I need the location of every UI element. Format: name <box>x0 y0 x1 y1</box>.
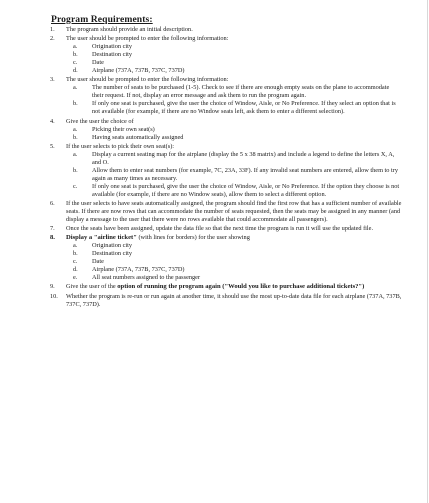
requirement-item <box>50 143 402 199</box>
sub-item-letter: c. <box>73 182 78 190</box>
requirement-item <box>50 26 402 34</box>
sub-item-text: Picking their own seat(s) <box>92 125 155 133</box>
sub-item-letter: d. <box>73 266 78 274</box>
sub-item <box>73 84 402 100</box>
requirement-item <box>50 283 402 291</box>
page-border <box>427 0 428 503</box>
sub-item-text: Date <box>92 59 104 67</box>
requirement-item <box>50 225 402 233</box>
requirement-item <box>50 293 402 309</box>
sub-item <box>73 183 402 199</box>
sub-item-letter: a. <box>73 125 78 133</box>
sub-item-text: All seat numbers assigned to the passenger <box>92 274 201 282</box>
sub-item-text: Date <box>92 258 104 266</box>
sub-item-text: Destination city <box>92 250 133 258</box>
requirement-item <box>50 76 402 116</box>
item-text: Give the user the choice of <box>66 117 134 125</box>
item-number: 10. <box>50 292 58 300</box>
sub-item-letter: a. <box>73 242 78 250</box>
item-number: 9. <box>50 283 55 291</box>
sub-item <box>73 67 402 75</box>
sub-item-letter: d. <box>73 67 78 75</box>
sub-item-letter: a. <box>73 150 78 158</box>
sub-item-text: Airplane (737A, 737B, 737C, 737D) <box>92 67 185 75</box>
sub-item-text: Destination city <box>92 51 133 59</box>
item-text: The program should provide an initial description. <box>66 26 193 33</box>
sub-item-text: Having seats automatically assigned <box>92 133 184 141</box>
sub-item <box>73 266 402 274</box>
requirement-item <box>50 35 402 75</box>
item-bold-text: option of running the program again ("Would you like to purchase additional tickets?") <box>117 283 365 291</box>
document-title: Program Requirements: <box>51 14 153 25</box>
requirements-list <box>50 26 402 310</box>
sub-item-letter: b. <box>73 51 78 59</box>
sub-item-letter: b. <box>73 133 78 141</box>
item-text: The user should be prompted to enter the following information: <box>66 76 229 84</box>
sub-item <box>73 167 402 183</box>
sub-item <box>73 151 402 167</box>
item-text: (with lines for borders) for the user showing <box>136 234 250 242</box>
sub-item <box>73 126 402 134</box>
item-number: 8. <box>50 234 55 242</box>
sub-item <box>73 43 402 51</box>
item-number: 3. <box>50 76 55 84</box>
sub-item-letter: b. <box>73 250 78 258</box>
item-bold-text: Display a "airline ticket" <box>66 234 137 242</box>
item-number: 1. <box>50 26 55 33</box>
requirement-item <box>50 200 402 224</box>
sub-item-letter: b. <box>73 166 78 174</box>
item-text: If the user selects to have seats automatically assigned, the program should find the first row that has a sufficient number of available seats. If there are now rows that can accommodate the number of seats requested, then the seats may be assigned in any manner (and display a message to the user that there were no rows available that could accommodate all passengers). <box>66 199 402 224</box>
item-number: 4. <box>50 117 55 125</box>
sub-item <box>73 258 402 266</box>
sub-item-text: Origination city <box>92 43 133 51</box>
item-number: 7. <box>50 225 55 233</box>
sub-item-text: Airplane (737A, 737B, 737C, 737D) <box>92 266 185 274</box>
requirement-item <box>50 118 402 142</box>
sub-item-text: The number of seats to be purchased (1-5). Check to see if there are enough empty seats on the plane to accommodate their request. If not, display an error message and ask them to run the program again. <box>92 84 390 100</box>
sub-item-letter: c. <box>73 59 78 67</box>
sub-item <box>73 59 402 67</box>
sub-item <box>73 274 402 282</box>
item-number: 2. <box>50 35 55 43</box>
requirement-item <box>50 234 402 282</box>
sub-item-letter: c. <box>73 258 78 266</box>
sub-item-letter: a. <box>73 43 78 51</box>
sub-item <box>73 100 402 116</box>
item-text: Whether the program is re-run or run again at another time, it should use the most up-to-date data file for each airplane (737A, 737B, 737C, 737D). <box>66 292 402 308</box>
sub-item-text: If only one seat is purchased, give the user the choice of Window, Aisle, or No Preference. If the option they choose is not available (for example, if there are no Window seats), allow them to select a different option. <box>92 182 400 198</box>
item-text: If the user selects to pick their own seat(s): <box>66 142 175 150</box>
item-text: Once the seats have been assigned, update the data file so that the next time the program is run it will use the updated file. <box>66 225 374 233</box>
sub-item-letter: a. <box>73 84 78 92</box>
sub-item-letter: b. <box>73 100 78 108</box>
item-text: Give the user of the <box>66 283 118 291</box>
item-number: 6. <box>50 199 55 207</box>
sub-item <box>73 250 402 258</box>
sub-item <box>73 51 402 59</box>
item-text: The user should be prompted to enter the following information: <box>66 35 229 43</box>
item-number: 5. <box>50 142 55 150</box>
sub-item-text: Allow them to enter seat numbers (for example, 7C, 23A, 33F). If any invalid seat numbers are entered, allow them to try again as many times as necessary. <box>92 166 399 182</box>
sub-item-text: Origination city <box>92 242 133 250</box>
sub-item <box>73 242 402 250</box>
sub-item-letter: e. <box>73 274 78 282</box>
sub-item-text: If only one seat is purchased, give the user the choice of Window, Aisle, or No Preference. If they select an option that is not available (for example, if there are no Window seats left, ask them to enter a different selection). <box>92 100 396 116</box>
sub-item-text: Display a current seating map for the airplane (display the 5 x 38 matrix) and include a legend to define the letters X, A, and O. <box>92 150 395 166</box>
sub-item <box>73 134 402 142</box>
